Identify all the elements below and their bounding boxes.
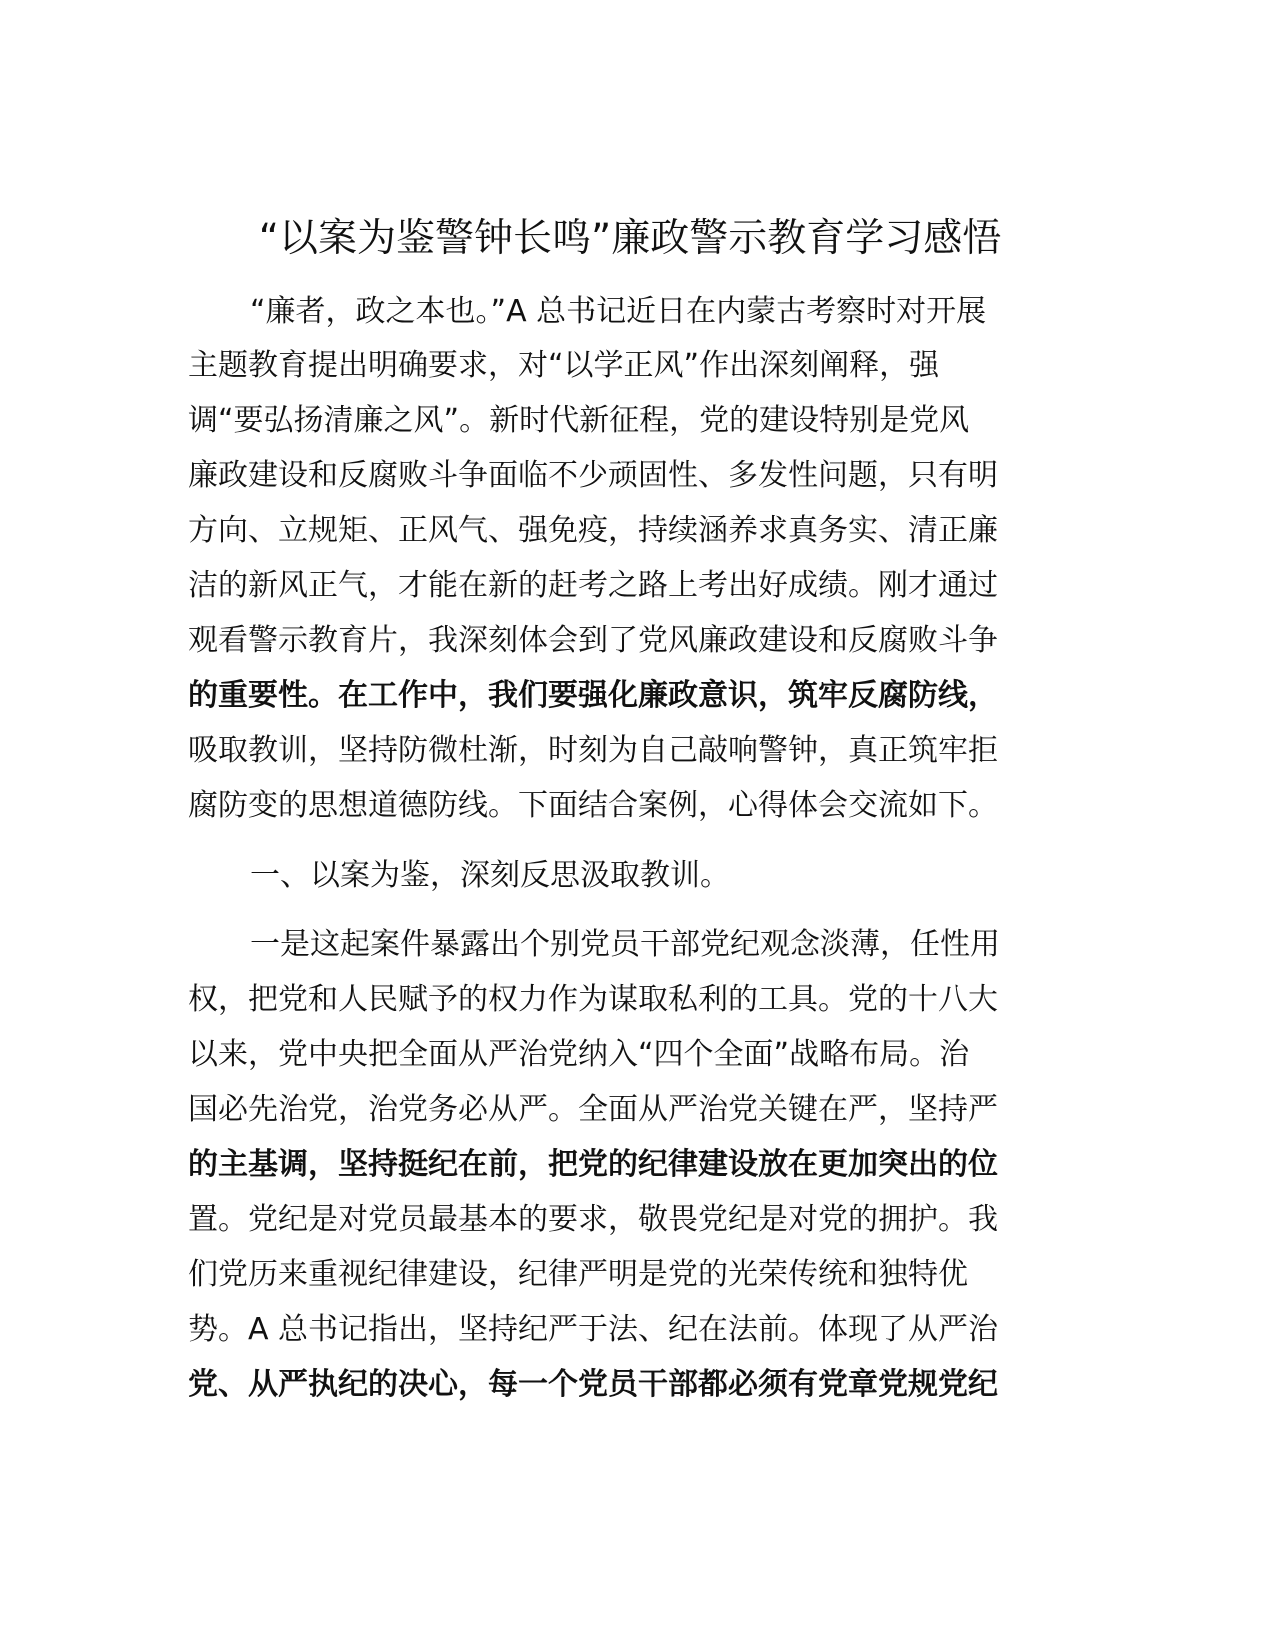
text-line: 一是这起案件暴露出个别党员干部党纪观念淡薄，任性用 [250,927,1000,962]
document-title: “以案为鉴警钟长鸣”廉政警示教育学习感悟 [258,216,1002,261]
text-line: 腐防变的思想道德防线。下面结合案例，心得体会交流如下。 [188,788,998,823]
text-line: 置。党纪是对党员最基本的要求，敬畏党纪是对党的拥护。我 [188,1202,998,1237]
text-line: 国必先治党，治党务必从严。全面从严治党关键在严，坚持严 [188,1092,998,1127]
text-line: 权，把党和人民赋予的权力作为谋取私利的工具。党的十八大 [188,982,998,1017]
text-line: 主题教育提出明确要求，对“以学正风”作出深刻阐释，强 [188,348,940,383]
text-line: 廉政建设和反腐败斗争面临不少顽固性、多发性问题，只有明 [188,458,998,493]
text-line: 们党历来重视纪律建设，纪律严明是党的光荣传统和独特优 [188,1257,968,1292]
text-line: “廉者，政之本也。”A 总书记近日在内蒙古考察时对开展 [250,294,987,329]
text-line: 吸取教训，坚持防微杜渐，时刻为自己敲响警钟，真正筑牢拒 [188,733,998,768]
text-line: 的重要性。在工作中，我们要强化廉政意识，筑牢反腐防线， [188,678,998,713]
section-heading: 一、以案为鉴，深刻反思汲取教训。 [250,858,730,893]
text-line: 观看警示教育片，我深刻体会到了党风廉政建设和反腐败斗争 [188,623,998,658]
text-line: 党、从严执纪的决心，每一个党员干部都必须有党章党规党纪 [188,1367,998,1402]
text-line: 方向、立规矩、正风气、强免疫，持续涵养求真务实、清正廉 [188,513,998,548]
text-line: 势。A 总书记指出，坚持纪严于法、纪在法前。体现了从严治 [188,1312,999,1347]
text-line: 洁的新风正气，才能在新的赶考之路上考出好成绩。刚才通过 [188,568,998,603]
text-line: 的主基调，坚持挺纪在前，把党的纪律建设放在更加突出的位 [188,1147,998,1182]
text-line: 以来，党中央把全面从严治党纳入“四个全面”战略布局。治 [188,1037,970,1072]
text-line: 调“要弘扬清廉之风”。新时代新征程，党的建设特别是党风 [188,403,970,438]
